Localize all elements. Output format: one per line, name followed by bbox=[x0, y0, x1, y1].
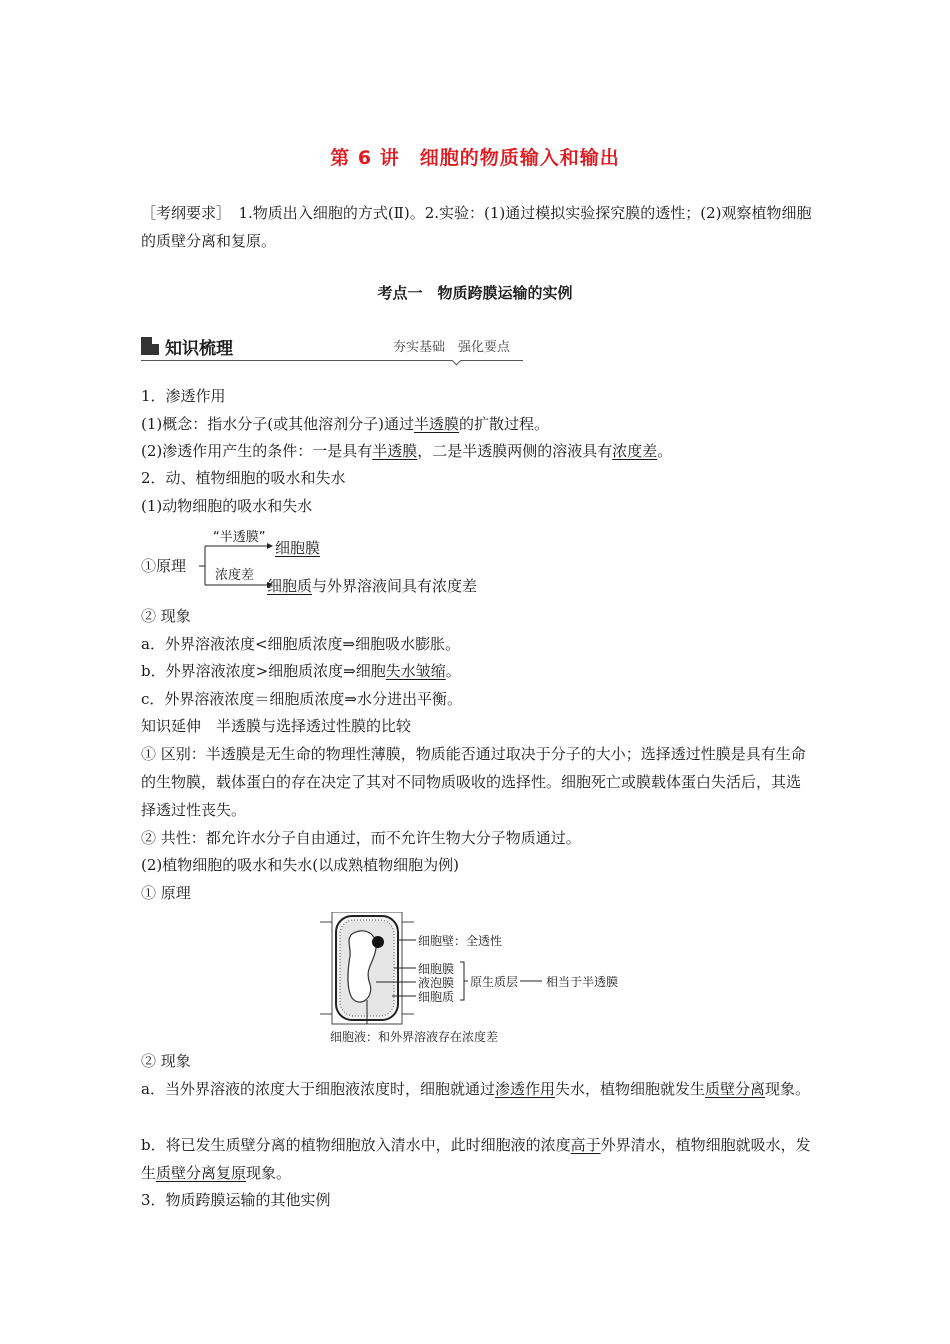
divider-notch bbox=[452, 356, 462, 366]
knowledge-bar-subtitle: 夯实基础 强化要点 bbox=[393, 340, 511, 355]
principle-label: ①原理 bbox=[141, 557, 187, 575]
label-equivalent: 相当于半透膜 bbox=[546, 975, 619, 989]
divider bbox=[141, 360, 523, 361]
section-title: 考点一 物质跨膜运输的实例 bbox=[377, 284, 573, 302]
heading-osmosis: 1．渗透作用 bbox=[141, 387, 226, 405]
phenomenon-a: a．外界溶液浓度<细胞质浓度⇒细胞吸水膨胀。 bbox=[141, 635, 461, 653]
heading-plant-cell: (2)植物细胞的吸水和失水(以成熟植物细胞为例) bbox=[141, 856, 459, 874]
label-cytoplasm: 细胞质 bbox=[418, 990, 455, 1004]
exam-requirements: ［考纲要求］ 1.物质出入细胞的方式(Ⅱ)。2.实验：(1)通过模拟实验探究膜的透性；(2)观察植物细胞的质壁分离和复原。 bbox=[141, 204, 812, 250]
square-icon bbox=[141, 337, 159, 355]
osmosis-concept: (1)概念：指水分子(或其他溶剂分子)通过半透膜的扩散过程。 bbox=[141, 415, 549, 433]
knowledge-extension: 知识延伸 半透膜与选择透过性膜的比较 bbox=[141, 717, 412, 735]
plant-phenomenon-b: b．将已发生质壁分离的植物细胞放入清水中，此时细胞液的浓度高于外界清水，植物细胞就吸水，发生质壁分离复原现象。 bbox=[141, 1136, 811, 1182]
commonality: ② 共性：都允许水分子自由通过，而不允许生物大分子物质通过。 bbox=[141, 829, 581, 847]
osmosis-conditions: (2)渗透作用产生的条件：一是具有半透膜，二是半透膜两侧的溶液具有浓度差。 bbox=[141, 442, 673, 460]
page-title: 第 6 讲 细胞的物质输入和输出 bbox=[330, 147, 620, 169]
phenomenon-b: b．外界溶液浓度>细胞质浓度⇒细胞失水皱缩。 bbox=[141, 662, 461, 680]
upper-condition: “半透膜” bbox=[213, 530, 266, 545]
animal-principle-diagram bbox=[141, 524, 541, 599]
plant-phenomenon-a: a．当外界溶液的浓度大于细胞液浓度时，细胞就通过渗透作用失水，植物细胞就发生质壁分离现象。 bbox=[141, 1080, 811, 1098]
heading-cell-water: 2．动、植物细胞的吸水和失水 bbox=[141, 469, 346, 487]
lower-result: 细胞质与外界溶液间具有浓度差 bbox=[267, 577, 478, 595]
knowledge-bar bbox=[141, 332, 523, 364]
phenomenon-c: c．外界溶液浓度＝细胞质浓度⇒水分进出平衡。 bbox=[141, 690, 462, 708]
label-protoplast: 原生质层 bbox=[470, 975, 519, 989]
lower-condition: 浓度差 bbox=[215, 568, 255, 583]
label-tonoplast: 液泡膜 bbox=[418, 976, 455, 990]
difference-paragraph: ① 区别：半透膜是无生命的物理性薄膜，物质能否通过取决于分子的大小；选择透过性膜是具有生命的生物膜，载体蛋白的存在决定了其对不同物质吸收的选择性。细胞死亡或膜载体蛋白失活后，其选择透过性丧失。 bbox=[141, 745, 806, 819]
label-cell-membrane: 细胞膜 bbox=[418, 962, 455, 976]
heading-other-examples: 3．物质跨膜运输的其他实例 bbox=[141, 1191, 331, 1209]
plant-cell-diagram bbox=[320, 912, 650, 1047]
knowledge-bar-title: 知识梳理 bbox=[165, 339, 233, 359]
label-cell-wall: 细胞壁：全透性 bbox=[418, 934, 503, 948]
upper-result: 细胞膜 bbox=[275, 539, 321, 557]
label-cell-sap: 细胞液：和外界溶液存在浓度差 bbox=[330, 1030, 499, 1044]
heading-phenomenon: ② 现象 bbox=[141, 607, 191, 625]
heading-phenomenon-plant: ② 现象 bbox=[141, 1052, 191, 1070]
heading-principle: ① 原理 bbox=[141, 884, 191, 902]
heading-animal-cell: (1)动物细胞的吸水和失水 bbox=[141, 497, 313, 515]
